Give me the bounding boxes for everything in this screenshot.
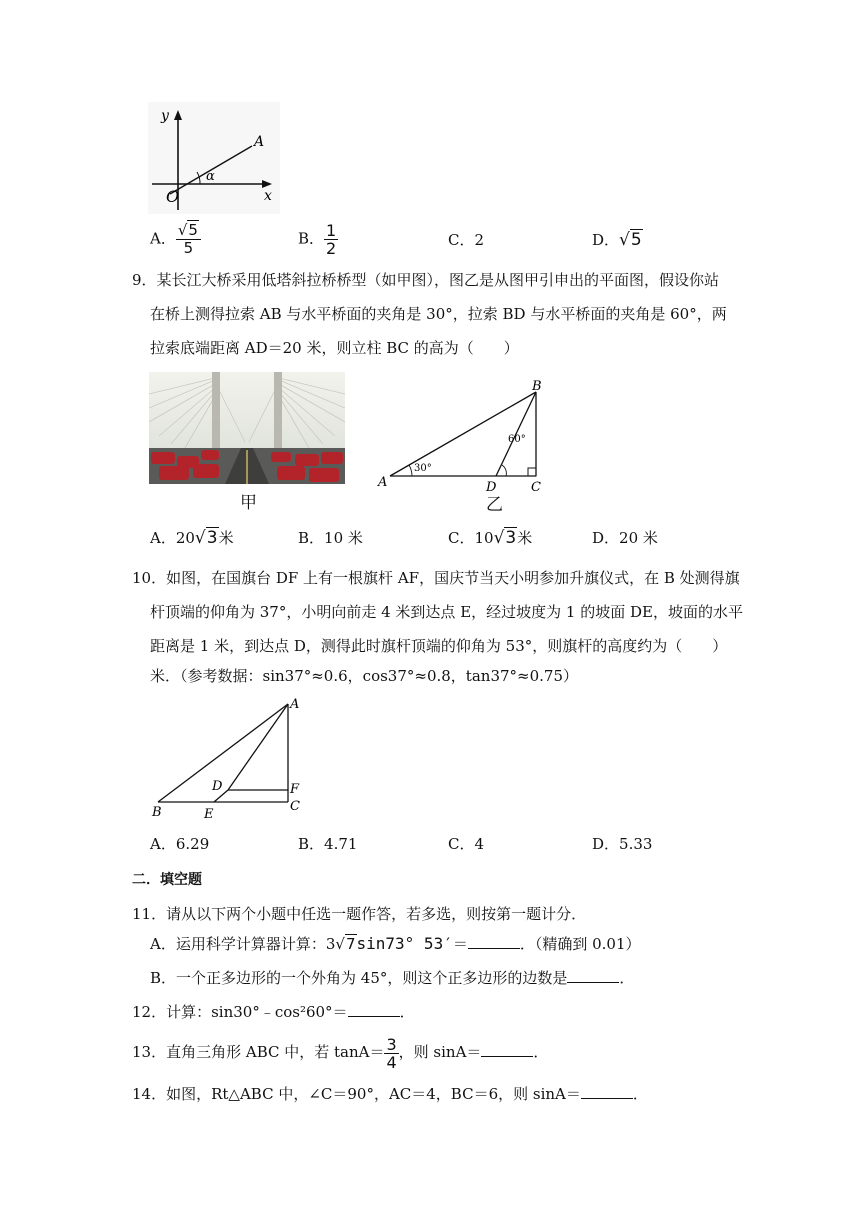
q10-line-1: 10．如图，在国旗台 DF 上有一根旗杆 AF，国庆节当天小明参加升旗仪式，在 B 处测得旗 [132,569,740,587]
q11-line-1: 11．请从以下两个小题中任选一题作答，若多选，则按第一题计分． [132,905,587,923]
q13-den: 4 [386,1052,397,1072]
q8-a-den: 5 [183,239,194,257]
q14-answer-blank [581,1084,633,1099]
q8-option-b: B． $\frac{1}{2}$ [298,221,337,258]
q9-angle-60: 60° [508,434,526,445]
q9-label-d: D [486,480,497,495]
q10-option-b: B．4.71 [298,835,358,853]
q10-line-3: 距离是 1 米，到达点 D，测得此时旗杆顶端的仰角为 53°，则旗杆的高度约为（ ） [150,637,728,655]
q9-option-d: D．20 米 [592,529,658,547]
fig8-angle: α [206,169,215,184]
q10-label-c: C [290,799,300,814]
q10-option-a: A．6.29 [150,835,210,853]
q8-b-num: 1 [326,221,337,240]
q9-option-a: A．20√3米 [150,528,234,548]
q11-part-b: B．一个正多边形的一个外角为 45°，则这个正多边形的边数是 ． [150,969,635,987]
q8-d-radicand: 5 [630,230,642,250]
fig8-origin: O [166,187,180,206]
q9-angle-30: 30° [414,463,432,474]
q9-label-c: C [531,480,541,495]
q9-line-3: 拉索底端距离 AD＝20 米，则立柱 BC 的高为（ ） [150,339,519,357]
q10-flagpole-diagram [148,692,310,822]
q9-line-2: 在桥上测得拉索 AB 与水平桥面的夹角是 30°，拉索 BD 与水平桥面的夹角是 60°，两 [150,305,727,323]
q11-calculator-expression: sin73° 53′ [356,934,453,953]
q10-label-b: B [152,805,162,820]
q11-answer-blank-a [468,934,520,949]
fig8-point-a: A [254,134,265,150]
q9-option-b: B．10 米 [298,529,363,547]
q9-diagram-caption: 乙 [486,495,503,515]
q11-part-a: A．运用科学计算器计算：3√7sin73° 53′＝ ．（精确到 0.01） [150,934,641,953]
q9-option-c: C．10√3米 [448,528,533,548]
q10-option-c: C．4 [448,835,485,853]
q10-option-d: D．5.33 [592,835,653,853]
section-title-fill-in: 二．填空题 [132,872,202,888]
q9-triangle-diagram [372,374,552,514]
q13-num: 3 [386,1034,397,1054]
q9-bridge-photo [149,372,345,484]
q8-option-a: A． $\frac{√5}{5}$ [150,222,201,257]
q10-label-d: D [212,779,223,794]
q10-line-4: 米．（参考数据：sin37°≈0.6，cos37°≈0.8，tan37°≈0.75） [150,667,578,685]
q9-label-b: B [532,379,542,394]
q13-answer-blank [481,1042,533,1057]
q13-line: 13．直角三角形 ABC 中，若 tanA＝ $\frac{3}{4}$ ，则 sinA＝ ． [132,1034,549,1072]
figure-q8-axes [148,102,280,214]
q8-option-d: D．√5 [592,230,642,250]
q8-option-c: C．2 [448,231,485,249]
q8-a-radicand: 5 [188,221,198,239]
q10-label-f: F [290,782,300,797]
q14-line: 14．如图，Rt△ABC 中，∠C＝90°，AC＝4，BC＝6，则 sinA＝ ． [132,1085,648,1103]
q9-label-a: A [378,475,388,490]
q9-line-1: 9．某长江大桥采用低塔斜拉桥桥型（如甲图），图乙是从图甲引申出的平面图，假设你站 [132,271,720,289]
fig8-y-label: y [161,108,169,124]
q10-label-e: E [204,807,214,822]
q10-label-a: A [290,697,300,712]
q9-photo-caption: 甲 [240,493,257,513]
q12-answer-blank [348,1002,400,1017]
q8-b-den: 2 [326,239,337,258]
q12-line: 12．计算：sin30°﹣cos²60°＝ ． [132,1003,415,1021]
q11-answer-blank-b [567,968,619,983]
fig8-x-label: x [264,188,272,204]
q10-line-2: 杆顶端的仰角为 37°，小明向前走 4 米到达点 E，经过坡度为 1 的坡面 DE，坡面的水平 [150,603,743,621]
